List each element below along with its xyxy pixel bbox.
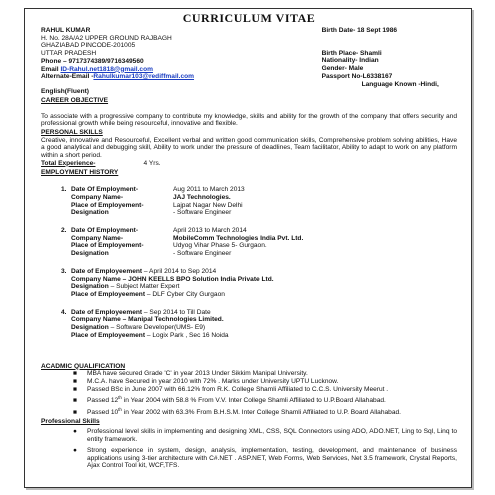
entry-row — [71, 242, 457, 250]
entry-value: MobileComm Technologies India Pvt. Ltd. — [173, 234, 304, 242]
academic-item — [41, 378, 457, 386]
languages: Language Known -Hindi, — [361, 80, 439, 88]
entry-body — [71, 268, 457, 299]
entry-number: 1. — [61, 186, 67, 194]
phone: Phone – 9717374389/9716349560 — [41, 57, 144, 65]
entry-key: Date Of Employment- — [71, 227, 139, 235]
entry-number: 4. — [61, 308, 67, 316]
entry-key: Designation — [71, 250, 109, 258]
entry-row — [71, 227, 457, 235]
passport: Passport No-L6338167 — [321, 72, 393, 80]
entry-key: Company Name – Manipal Technologies Limited. — [71, 316, 224, 324]
total-experience-label: Total Experience- — [41, 159, 96, 167]
academic-text: MBA have secured Grade 'C' in year 2013 Under Sikkim Manipal University. — [87, 370, 308, 378]
academic-text: Passed 12th in Year 2004 with 58.8 % From V.V. Inter College Shamli Affiliated to U.P.Board Allahabad. — [87, 395, 386, 405]
entry-key: Company Name – JOHN KEELLS BPO Solution India Private Ltd. — [71, 275, 274, 283]
gender: Gender- Male — [321, 65, 364, 73]
entry-row — [71, 235, 457, 243]
entry-key: Designation — [71, 324, 109, 332]
entry-key: Designation — [71, 283, 109, 291]
entry-value: – Sep 2014 to Till Date — [142, 308, 211, 316]
entry-key: Date of Employeement — [71, 267, 143, 275]
contact-column — [41, 27, 322, 88]
entry-key: Date Of Employment- — [71, 186, 139, 194]
personal-details — [41, 27, 457, 88]
entry-row — [71, 209, 457, 217]
entry-value: – April 2014 to Sep 2014 — [142, 267, 217, 275]
entry-value: - Software Engineer — [173, 250, 232, 258]
entry-key: Designation — [71, 209, 109, 217]
resume-page — [24, 8, 472, 488]
entry-key: Place of Employement- — [71, 201, 144, 209]
academic-item — [41, 406, 457, 417]
nationality: Nationality- Indian — [321, 57, 379, 65]
professional-heading: Professional Skills — [41, 417, 100, 425]
professional-item — [41, 447, 457, 470]
entry-row — [71, 309, 457, 317]
entry-row — [71, 324, 457, 332]
academic-text: Passed BSc in June 2007 with 66.12% from R.K. College Shamli Affiliated to C.C.S. University Meerut . — [87, 385, 389, 393]
total-experience — [41, 160, 457, 168]
entry-value: – Logix Park , Sec 16 Noida — [145, 331, 229, 339]
employment-list — [41, 186, 457, 339]
entry-row — [71, 276, 457, 284]
alt-email-label: Alternate-Email - — [41, 73, 94, 81]
entry-row — [71, 316, 457, 324]
entry-number: 2. — [61, 227, 67, 235]
address-line-2: GHAZIABAD PINCODE-201005 — [41, 42, 136, 50]
employment-heading: EMPLOYMENT HISTORY — [41, 168, 119, 176]
entry-row — [71, 186, 457, 194]
bio-column — [322, 27, 457, 88]
bullet-icon: ● — [73, 428, 77, 436]
entry-row — [71, 250, 457, 258]
academic-text: M.C.A. have Secured in year 2010 with 72% . Marks under University UPTU Lucknow. — [87, 377, 339, 385]
resume-content — [25, 9, 471, 470]
entry-value: Udyog Vihar Phase 5- Gurgaon. — [173, 242, 267, 250]
entry-key: Date of Employeement — [71, 308, 143, 316]
address-state: UTTAR PRADESH — [41, 50, 97, 58]
professional-list — [41, 428, 457, 470]
entry-value: – DLF Cyber City Gurgaon — [145, 290, 225, 298]
personal-skills-text: Creative, innovative and Resourceful, Excellent verbal and written good communication skills, Comprehensive problem solving abilities, Have a good analytical and debugging skill, Ability to work under the pressure of deadlines, Team facilitator, Ability to adapt to work on any platform within a short period. — [41, 136, 457, 160]
entry-row — [71, 332, 457, 340]
academic-heading: ACADMIC QUALIFICATION — [41, 362, 126, 370]
employment-entry — [41, 309, 457, 340]
entry-row — [71, 194, 457, 202]
birth-place: Birth Place- Shamli — [321, 49, 382, 57]
career-text: To associate with a progressive company to contribute my knowledge, skills and ability for the growth of the company that offers security and professional growth while being resourceful, innovative and flexible. — [41, 112, 457, 128]
entry-body — [71, 186, 457, 217]
alt-email-link[interactable]: Rahulkumar103@rediffmail.com — [93, 73, 195, 81]
academic-item — [41, 386, 457, 394]
bullet-icon: ■ — [73, 370, 77, 378]
employment-entry — [41, 227, 457, 258]
email-row — [41, 66, 322, 74]
email-link[interactable]: ID-Rahul.net1818@gmail.com — [60, 65, 153, 73]
personal-skills-heading: PERSONAL SKILLS — [41, 129, 103, 137]
academic-text: Passed 10th in Year 2002 with 63.3% From B.H.S.M. Inter College Shamli Affiliated to U.P. Board Allahabad. — [87, 406, 401, 417]
address-line-1: H. No. 28A/A2 UPPER GROUND RAJBAGH — [41, 34, 172, 42]
entry-key: Company Name- — [71, 193, 124, 201]
professional-text: Professional level skills in implementing and designing XML, CSS, SQL Connectors using ADO, ADO.NET, Ling to Sql, Linq to entity framework. — [87, 428, 457, 444]
entry-row — [71, 291, 457, 299]
employment-entry — [41, 186, 457, 217]
entry-row — [71, 268, 457, 276]
bullet-icon: ■ — [73, 409, 77, 417]
career-heading: CAREER OBJECTIVE — [41, 96, 109, 104]
entry-row — [71, 283, 457, 291]
entry-value: April 2013 to March 2014 — [173, 227, 247, 235]
email-label: Email — [41, 65, 61, 73]
professional-text: Strong experience in system, design, analysis, implementation, testing, development, and maintenance of business applications using 3-tier architecture with C#.NET . ASP.NET, Web Forms, Web Services, Net 3.5 framework, Crystal Reports, Ajax Control Tool kit, WCF,TFS. — [87, 446, 457, 470]
entry-value: Aug 2011 to March 2013 — [173, 186, 245, 194]
total-experience-value: 4 Yrs. — [143, 159, 161, 167]
academic-item — [41, 397, 457, 405]
birth-date: Birth Date- 18 Sept 1986 — [321, 27, 398, 34]
entry-key: Place of Employement- — [71, 242, 144, 250]
academic-list — [41, 370, 457, 417]
bullet-icon: ■ — [73, 385, 77, 393]
entry-value: – Software Developer(UMS- E9) — [108, 324, 206, 332]
bullet-icon: ● — [73, 446, 77, 454]
bullet-icon: ■ — [73, 377, 77, 385]
entry-value: – Subject Matter Expert — [108, 283, 180, 291]
employment-entry — [41, 268, 457, 299]
bullet-icon: ■ — [73, 397, 77, 405]
languages-cont: English(Fluent) — [41, 88, 89, 96]
document-title: CURRICULUM VITAE — [182, 11, 316, 25]
candidate-name: RAHUL KUMAR — [41, 27, 91, 34]
entry-key: Place of Employeement — [71, 290, 146, 298]
professional-item — [41, 428, 457, 443]
entry-value: Lajpat Nagar New Delhi — [173, 201, 243, 209]
entry-body — [71, 309, 457, 340]
entry-value: - Software Engineer — [173, 209, 232, 217]
spacer — [41, 340, 457, 362]
entry-key: Company Name- — [71, 234, 124, 242]
entry-number: 3. — [61, 267, 67, 275]
entry-body — [71, 227, 457, 258]
entry-row — [71, 202, 457, 210]
academic-item — [41, 370, 457, 378]
alt-email-row — [41, 73, 322, 81]
spacer — [41, 105, 457, 113]
spacer — [322, 35, 457, 50]
entry-value: JAJ Technologies. — [173, 193, 231, 201]
entry-key: Place of Employeement — [71, 331, 146, 339]
